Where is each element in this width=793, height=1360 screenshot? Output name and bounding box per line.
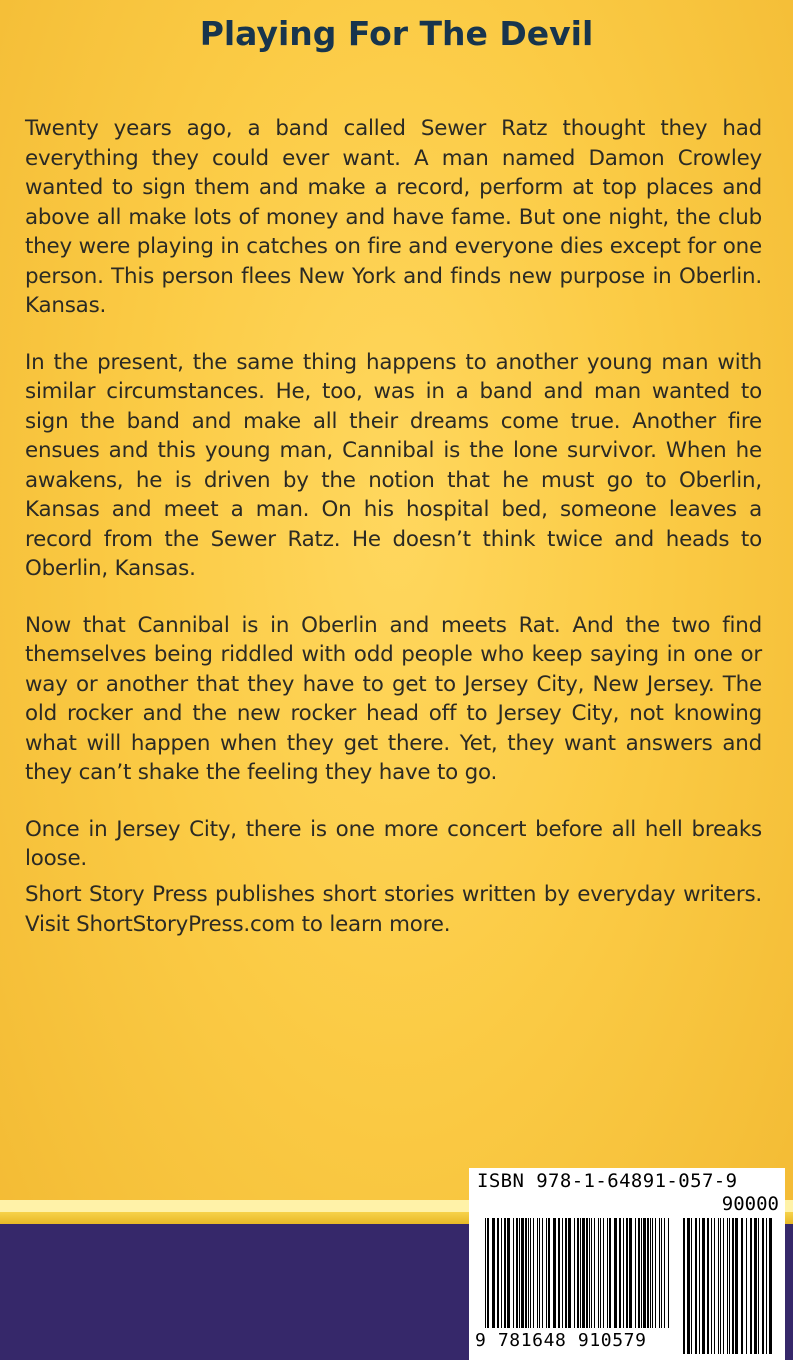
barcode-bar <box>574 1218 575 1328</box>
barcode-bar <box>530 1218 531 1328</box>
barcode-bar <box>626 1218 628 1328</box>
barcode-bar <box>586 1218 588 1328</box>
book-title: Playing For The Devil <box>199 14 594 53</box>
addon-bar <box>766 1218 767 1354</box>
barcode-bar <box>619 1218 621 1328</box>
barcode-bar <box>485 1218 486 1328</box>
addon-bar <box>754 1218 757 1354</box>
barcode-bar <box>525 1218 527 1328</box>
addon-bar <box>723 1218 724 1354</box>
barcode-bar <box>519 1218 520 1328</box>
addon-bar <box>714 1218 715 1354</box>
barcode-bar <box>533 1218 534 1328</box>
barcode-bar <box>635 1218 636 1328</box>
barcode-bar <box>507 1218 510 1328</box>
synopsis <box>25 114 762 901</box>
barcode-bar <box>594 1218 595 1328</box>
addon-bar <box>695 1218 697 1354</box>
barcode-bar <box>638 1218 640 1328</box>
barcode-bar <box>513 1218 514 1328</box>
barcode-bar <box>542 1218 543 1328</box>
isbn-label: ISBN 978-1-64891-057-9 <box>477 1170 738 1192</box>
barcode-bar <box>577 1218 579 1328</box>
addon-bar <box>707 1218 709 1354</box>
barcode-bar <box>664 1218 665 1328</box>
addon-bar <box>727 1218 728 1354</box>
addon-bar <box>741 1218 743 1354</box>
barcode-bar <box>539 1218 540 1328</box>
barcode-bar <box>504 1218 506 1328</box>
addon-bar <box>746 1218 747 1354</box>
addon-bar <box>769 1218 772 1354</box>
barcode-bar <box>521 1218 524 1328</box>
addon-bar <box>711 1218 712 1354</box>
barcode-bar <box>603 1218 604 1328</box>
barcode-bar <box>548 1218 550 1328</box>
addon-bar <box>758 1218 759 1354</box>
barcode-bar <box>600 1218 601 1328</box>
addon-bar <box>720 1218 721 1354</box>
barcode-bar <box>609 1218 611 1328</box>
barcode-bar <box>558 1218 560 1328</box>
addon-bar <box>729 1218 730 1354</box>
barcode-bar <box>647 1218 649 1328</box>
barcode-bar <box>614 1218 617 1328</box>
ean-number: 9 781648 910579 <box>475 1330 647 1351</box>
addon-number: 90000 <box>721 1193 779 1215</box>
barcode-bar <box>528 1218 529 1328</box>
synopsis-paragraph-4: Once in Jersey City, there is one more concert before all hell breaks loose. <box>25 816 762 871</box>
barcode-bar <box>643 1218 646 1328</box>
barcode-bar <box>497 1218 499 1328</box>
barcode-bar <box>607 1218 608 1328</box>
barcode-bar <box>641 1218 642 1328</box>
barcode-bar <box>546 1218 547 1328</box>
barcode-bar <box>661 1218 662 1328</box>
barcode-bar <box>501 1218 502 1328</box>
barcode-bar <box>565 1218 567 1328</box>
addon-bar <box>683 1218 685 1354</box>
addon-bar <box>687 1218 690 1354</box>
barcode-bar <box>652 1218 653 1328</box>
publisher-note: Short Story Press publishes short stories written by everyday writers. Visit ShortStoryPress.com to learn more. <box>25 882 762 937</box>
addon-bar <box>750 1218 752 1354</box>
addon-bar <box>702 1218 705 1354</box>
barcode-panel <box>469 1168 785 1360</box>
barcode-bar <box>537 1218 538 1328</box>
addon-bar <box>735 1218 738 1354</box>
barcode-bar <box>589 1218 590 1328</box>
barcode-bar <box>629 1218 632 1328</box>
barcode-bar <box>568 1218 571 1328</box>
barcode-bar <box>487 1218 489 1328</box>
barcode-bar <box>591 1218 592 1328</box>
barcode-bar <box>598 1218 599 1328</box>
barcode-bar <box>580 1218 581 1328</box>
barcode-bar <box>516 1218 518 1328</box>
barcode-bar <box>562 1218 563 1328</box>
synopsis-paragraph-3: Now that Cannibal is in Oberlin and meets Rat. And the two find themselves being riddled with odd people who keep saying in one or way or another that they have to get to Jersey City, New Jersey. The old rocker and the new rocker head off to Jersey City, not knowing what will happen when they get there. Yet, they want answers and they can’t shake the feeling they have to go. <box>25 612 762 785</box>
barcode-bar <box>492 1218 495 1328</box>
synopsis-paragraph-1: Twenty years ago, a band called Sewer Ratz thought they had everything they could ever want. A man named Damon Crowley wanted to sign them and make a record, perform at top places and above all make lots of money and have fame. But one night, the club they were playing in catches on fire and everyone dies except for one person. This person flees New York and finds new purpose in Oberlin. Kansas. <box>25 116 762 318</box>
barcode-bar <box>655 1218 656 1328</box>
addon-bar <box>691 1218 692 1354</box>
addon-bar <box>762 1218 764 1354</box>
addon-bar <box>718 1218 719 1354</box>
addon-bar <box>732 1218 734 1354</box>
barcode-bar <box>582 1218 585 1328</box>
addon-bar <box>699 1218 700 1354</box>
synopsis-paragraph-2: In the present, the same thing happens to another young man with similar circumstances. He, too, was in a band and man wanted to sign the band and make all their dreams come true. Another fire ensues and this young man, Cannibal is the lone survivor. When he awakens, he is driven by the notion that he must go to Oberlin, Kansas and meet a man. On his hospital bed, someone leaves a record from the Sewer Ratz. He doesn’t think twice and heads to Oberlin, Kansas. <box>25 349 762 581</box>
barcode-bar <box>553 1218 556 1328</box>
barcode-bar <box>650 1218 651 1328</box>
barcode-bar <box>659 1218 660 1328</box>
barcode-bar <box>623 1218 624 1328</box>
barcode-bar <box>668 1218 669 1328</box>
